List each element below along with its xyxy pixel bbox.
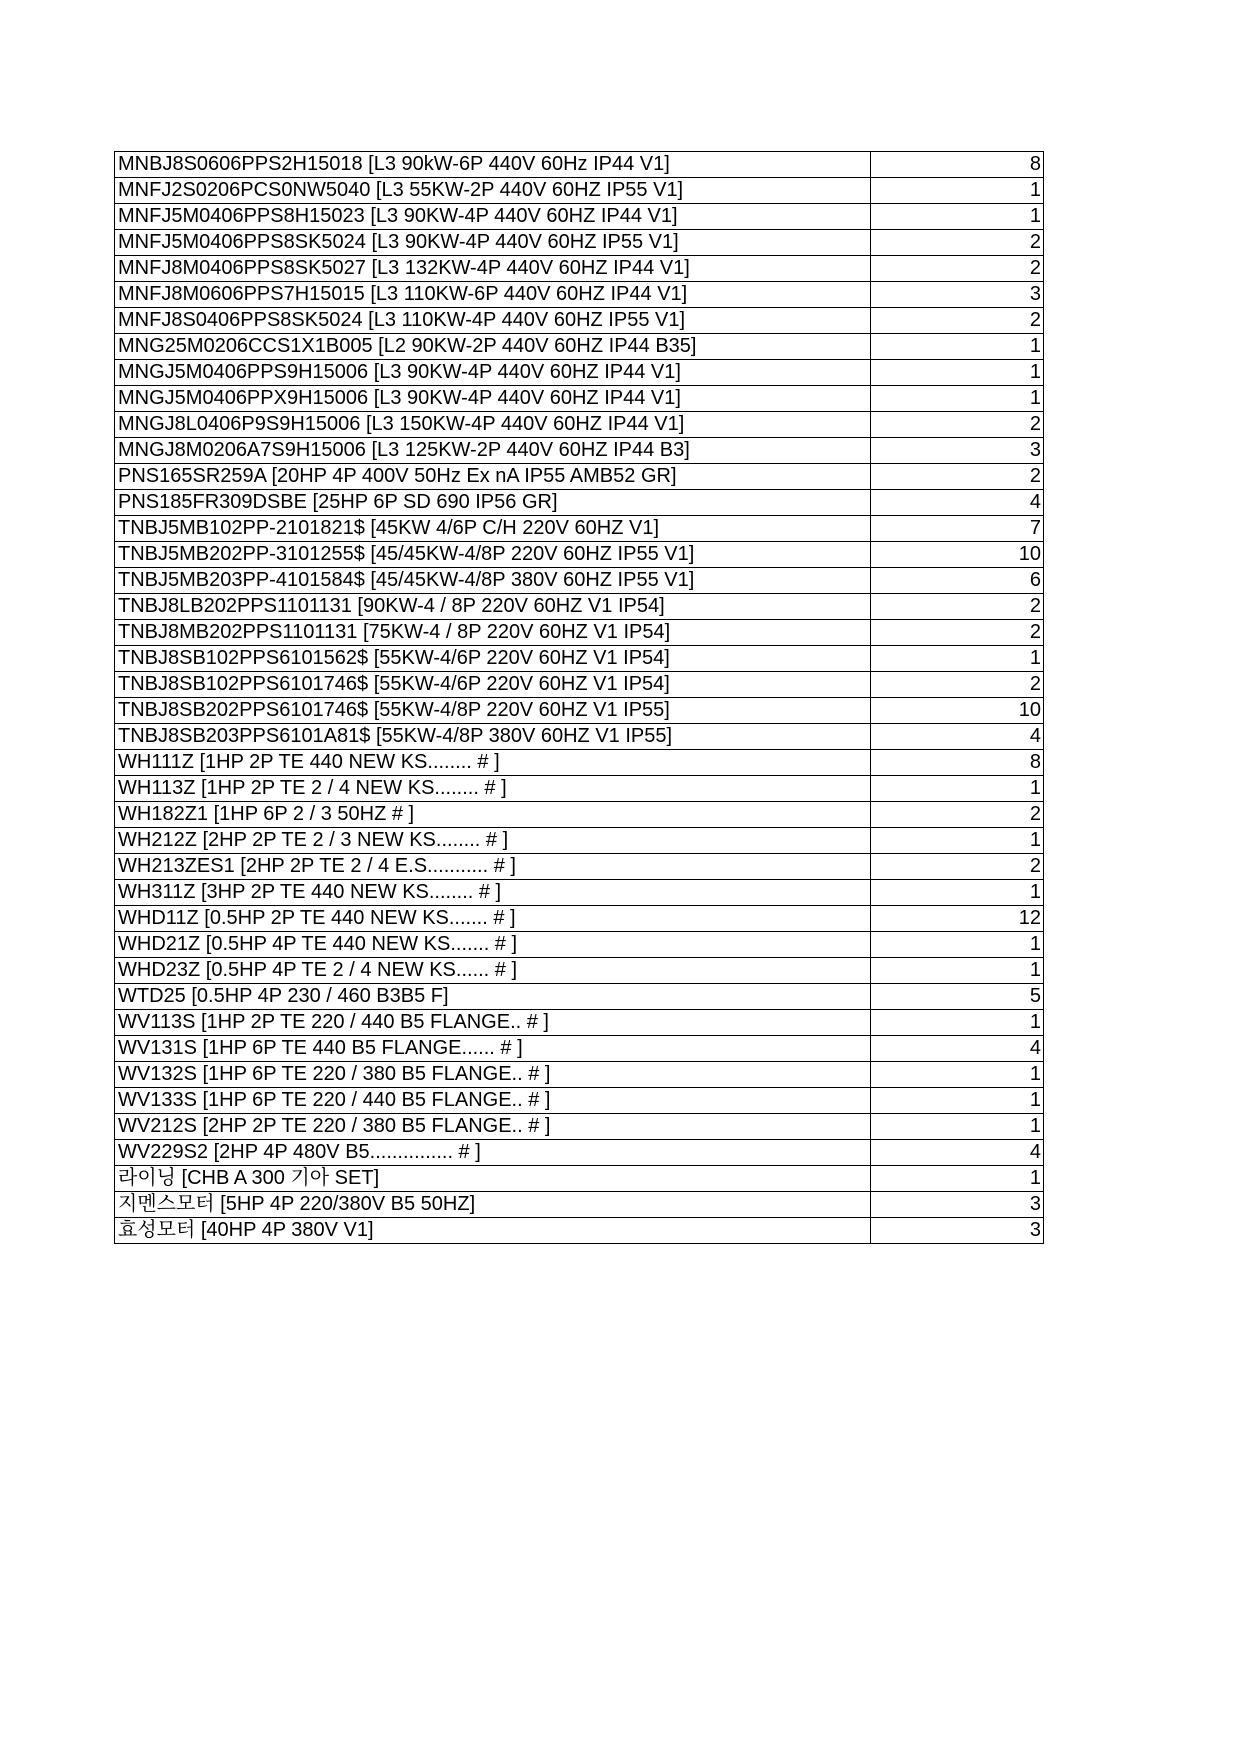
table-row <box>115 1088 1044 1114</box>
item-quantity-cell: 1 <box>871 1114 1044 1140</box>
table-row <box>115 698 1044 724</box>
item-quantity-cell: 3 <box>871 282 1044 308</box>
item-description-cell: 효성모터 [40HP 4P 380V V1] <box>115 1218 871 1244</box>
item-description-cell: 지멘스모터 [5HP 4P 220/380V B5 50HZ] <box>115 1192 871 1218</box>
table-row <box>115 360 1044 386</box>
item-quantity-cell: 10 <box>871 698 1044 724</box>
item-description-cell: MNFJ8S0406PPS8SK5024 [L3 110KW-4P 440V 60HZ IP55 V1] <box>115 308 871 334</box>
item-quantity-cell: 1 <box>871 646 1044 672</box>
table-row <box>115 828 1044 854</box>
item-description-cell: MNFJ8M0606PPS7H15015 [L3 110KW-6P 440V 60HZ IP44 V1] <box>115 282 871 308</box>
item-description-cell: WH212Z [2HP 2P TE 2 / 3 NEW KS........ # ] <box>115 828 871 854</box>
inventory-table <box>114 151 1044 1244</box>
table-row <box>115 620 1044 646</box>
item-quantity-cell: 7 <box>871 516 1044 542</box>
item-quantity-cell: 4 <box>871 490 1044 516</box>
item-quantity-cell: 8 <box>871 152 1044 178</box>
table-row <box>115 932 1044 958</box>
table-row <box>115 542 1044 568</box>
item-quantity-cell: 3 <box>871 438 1044 464</box>
item-description-cell: PNS185FR309DSBE [25HP 6P SD 690 IP56 GR] <box>115 490 871 516</box>
item-quantity-cell: 8 <box>871 750 1044 776</box>
table-row <box>115 1192 1044 1218</box>
item-description-cell: TNBJ8SB102PPS6101746$ [55KW-4/6P 220V 60HZ V1 IP54] <box>115 672 871 698</box>
item-quantity-cell: 1 <box>871 1166 1044 1192</box>
item-description-cell: MNGJ8L0406P9S9H15006 [L3 150KW-4P 440V 60HZ IP44 V1] <box>115 412 871 438</box>
item-description-cell: WH113Z [1HP 2P TE 2 / 4 NEW KS........ # ] <box>115 776 871 802</box>
item-description-cell: MNFJ5M0406PPS8SK5024 [L3 90KW-4P 440V 60HZ IP55 V1] <box>115 230 871 256</box>
item-quantity-cell: 2 <box>871 464 1044 490</box>
item-description-cell: MNG25M0206CCS1X1B005 [L2 90KW-2P 440V 60HZ IP44 B35] <box>115 334 871 360</box>
item-description-cell: TNBJ8MB202PPS1101131 [75KW-4 / 8P 220V 60HZ V1 IP54] <box>115 620 871 646</box>
table-row <box>115 1062 1044 1088</box>
table-row <box>115 1140 1044 1166</box>
item-quantity-cell: 2 <box>871 672 1044 698</box>
item-description-cell: MNGJ5M0406PPX9H15006 [L3 90KW-4P 440V 60HZ IP44 V1] <box>115 386 871 412</box>
item-description-cell: WV132S [1HP 6P TE 220 / 380 B5 FLANGE.. # ] <box>115 1062 871 1088</box>
table-row <box>115 386 1044 412</box>
item-quantity-cell: 4 <box>871 1140 1044 1166</box>
item-quantity-cell: 2 <box>871 308 1044 334</box>
table-row <box>115 594 1044 620</box>
table-row <box>115 958 1044 984</box>
item-quantity-cell: 4 <box>871 724 1044 750</box>
item-description-cell: WH182Z1 [1HP 6P 2 / 3 50HZ # ] <box>115 802 871 828</box>
item-description-cell: WH311Z [3HP 2P TE 440 NEW KS........ # ] <box>115 880 871 906</box>
item-description-cell: TNBJ8SB202PPS6101746$ [55KW-4/8P 220V 60HZ V1 IP55] <box>115 698 871 724</box>
item-quantity-cell: 3 <box>871 1218 1044 1244</box>
table-row <box>115 1166 1044 1192</box>
table-row <box>115 230 1044 256</box>
item-description-cell: WV113S [1HP 2P TE 220 / 440 B5 FLANGE.. # ] <box>115 1010 871 1036</box>
item-quantity-cell: 2 <box>871 620 1044 646</box>
item-quantity-cell: 1 <box>871 958 1044 984</box>
item-description-cell: TNBJ5MB102PP-2101821$ [45KW 4/6P C/H 220V 60HZ V1] <box>115 516 871 542</box>
item-description-cell: TNBJ8SB102PPS6101562$ [55KW-4/6P 220V 60HZ V1 IP54] <box>115 646 871 672</box>
item-quantity-cell: 1 <box>871 880 1044 906</box>
item-description-cell: WHD21Z [0.5HP 4P TE 440 NEW KS....... # ] <box>115 932 871 958</box>
item-quantity-cell: 10 <box>871 542 1044 568</box>
item-description-cell: TNBJ5MB203PP-4101584$ [45/45KW-4/8P 380V 60HZ IP55 V1] <box>115 568 871 594</box>
item-quantity-cell: 2 <box>871 230 1044 256</box>
table-row <box>115 152 1044 178</box>
table-row <box>115 256 1044 282</box>
table-row <box>115 568 1044 594</box>
item-quantity-cell: 1 <box>871 776 1044 802</box>
item-description-cell: TNBJ5MB202PP-3101255$ [45/45KW-4/8P 220V 60HZ IP55 V1] <box>115 542 871 568</box>
item-quantity-cell: 2 <box>871 594 1044 620</box>
table-row <box>115 412 1044 438</box>
item-description-cell: PNS165SR259A [20HP 4P 400V 50Hz Ex nA IP55 AMB52 GR] <box>115 464 871 490</box>
table-row <box>115 776 1044 802</box>
item-quantity-cell: 1 <box>871 178 1044 204</box>
item-description-cell: WTD25 [0.5HP 4P 230 / 460 B3B5 F] <box>115 984 871 1010</box>
item-description-cell: TNBJ8LB202PPS1101131 [90KW-4 / 8P 220V 60HZ V1 IP54] <box>115 594 871 620</box>
item-description-cell: MNBJ8S0606PPS2H15018 [L3 90kW-6P 440V 60Hz IP44 V1] <box>115 152 871 178</box>
table-row <box>115 984 1044 1010</box>
item-description-cell: MNGJ8M0206A7S9H15006 [L3 125KW-2P 440V 60HZ IP44 B3] <box>115 438 871 464</box>
table-row <box>115 880 1044 906</box>
table-row <box>115 178 1044 204</box>
table-row <box>115 750 1044 776</box>
item-description-cell: MNFJ8M0406PPS8SK5027 [L3 132KW-4P 440V 60HZ IP44 V1] <box>115 256 871 282</box>
item-quantity-cell: 1 <box>871 828 1044 854</box>
table-row <box>115 672 1044 698</box>
inventory-table-body <box>115 152 1044 1244</box>
item-description-cell: WHD23Z [0.5HP 4P TE 2 / 4 NEW KS...... # ] <box>115 958 871 984</box>
item-description-cell: WV133S [1HP 6P TE 220 / 440 B5 FLANGE.. # ] <box>115 1088 871 1114</box>
table-row <box>115 724 1044 750</box>
item-quantity-cell: 2 <box>871 256 1044 282</box>
table-row <box>115 516 1044 542</box>
item-quantity-cell: 1 <box>871 386 1044 412</box>
item-description-cell: WHD11Z [0.5HP 2P TE 440 NEW KS....... # ] <box>115 906 871 932</box>
table-row <box>115 1218 1044 1244</box>
item-quantity-cell: 3 <box>871 1192 1044 1218</box>
item-description-cell: TNBJ8SB203PPS6101A81$ [55KW-4/8P 380V 60HZ V1 IP55] <box>115 724 871 750</box>
table-row <box>115 308 1044 334</box>
item-description-cell: 라이닝 [CHB A 300 기아 SET] <box>115 1166 871 1192</box>
table-row <box>115 906 1044 932</box>
table-row <box>115 334 1044 360</box>
item-quantity-cell: 2 <box>871 854 1044 880</box>
item-description-cell: WH111Z [1HP 2P TE 440 NEW KS........ # ] <box>115 750 871 776</box>
item-quantity-cell: 1 <box>871 204 1044 230</box>
item-description-cell: MNGJ5M0406PPS9H15006 [L3 90KW-4P 440V 60HZ IP44 V1] <box>115 360 871 386</box>
item-description-cell: WV229S2 [2HP 4P 480V B5............... # ] <box>115 1140 871 1166</box>
table-row <box>115 438 1044 464</box>
item-description-cell: MNFJ5M0406PPS8H15023 [L3 90KW-4P 440V 60HZ IP44 V1] <box>115 204 871 230</box>
item-description-cell: MNFJ2S0206PCS0NW5040 [L3 55KW-2P 440V 60HZ IP55 V1] <box>115 178 871 204</box>
table-row <box>115 204 1044 230</box>
table-row <box>115 646 1044 672</box>
table-row <box>115 464 1044 490</box>
item-quantity-cell: 1 <box>871 932 1044 958</box>
item-quantity-cell: 1 <box>871 360 1044 386</box>
table-row <box>115 1010 1044 1036</box>
item-quantity-cell: 1 <box>871 1088 1044 1114</box>
item-quantity-cell: 2 <box>871 802 1044 828</box>
table-row <box>115 490 1044 516</box>
item-quantity-cell: 1 <box>871 334 1044 360</box>
item-description-cell: WV131S [1HP 6P TE 440 B5 FLANGE...... # ] <box>115 1036 871 1062</box>
item-quantity-cell: 1 <box>871 1062 1044 1088</box>
item-quantity-cell: 6 <box>871 568 1044 594</box>
table-row <box>115 802 1044 828</box>
table-row <box>115 282 1044 308</box>
item-description-cell: WH213ZES1 [2HP 2P TE 2 / 4 E.S........... # ] <box>115 854 871 880</box>
item-description-cell: WV212S [2HP 2P TE 220 / 380 B5 FLANGE.. # ] <box>115 1114 871 1140</box>
item-quantity-cell: 4 <box>871 1036 1044 1062</box>
table-row <box>115 1114 1044 1140</box>
inventory-sheet <box>114 151 1043 1244</box>
table-row <box>115 854 1044 880</box>
table-row <box>115 1036 1044 1062</box>
item-quantity-cell: 5 <box>871 984 1044 1010</box>
item-quantity-cell: 1 <box>871 1010 1044 1036</box>
item-quantity-cell: 12 <box>871 906 1044 932</box>
item-quantity-cell: 2 <box>871 412 1044 438</box>
